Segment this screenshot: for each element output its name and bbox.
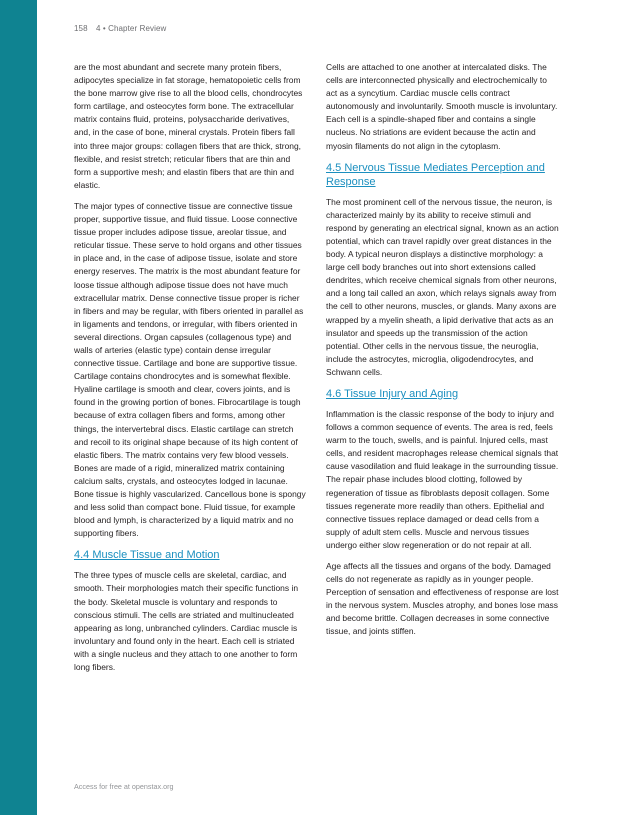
section-heading-4-6[interactable]: 4.6 Tissue Injury and Aging [326, 387, 459, 400]
paragraph-neuron: The most prominent cell of the nervous tissue, the neuron, is characterized mainly by its ability to receive stimuli and respond by generating an electrical signal, known as an action potential, which can travel rapidly over great distances in the body. A typical neuron displays a distinctive morphology: a large cell body branches out into short extensions called dendrites, which receive chemical signals from other neurons, and a long tail called an axon, which relays signals away from the cell to other neurons, muscles, or glands. Many axons are wrapped by a myelin sheath, a lipid derivative that acts as an insulator and speeds up the transmission of the action potential. Other cells in the nervous tissue, the neuroglia, include the astrocytes, microglia, oligodendrocytes, and Schwann cells. [326, 196, 559, 377]
paragraph-inflammation: Inflammation is the classic response of the body to injury and follows a common sequence of events. The area is red, feels warm to the touch, swells, and is painful. Injured cells, mast cells, and resident macrophages release chemical signals that cause vasodilation and fluid leakage in the surrounding tissue. The repair phase includes blood clotting, followed by regeneration of tissue as fibroblasts deposit collagen. Some tissues regenerate more readily than others. Epithelial and connective tissues replace damaged or dead cells from a supply of adult stem cells. Muscle and nervous tissues undergo either slow regeneration or do not repair at all. [326, 408, 559, 550]
footer-access-note: Access for free at openstax.org [74, 782, 174, 791]
paragraph-cardiac-smooth: Cells are attached to one another at intercalated disks. The cells are interconnected physically and electrochemically to act as a syncytium. Cardiac muscle cells contract autonomously and involuntarily. Smooth muscle is involuntary. Each cell is a spindle-shaped fiber and contains a single nucleus. No striations are evident because the actin and myosin filaments do not align in the cytoplasm. [326, 62, 558, 151]
paragraph-connective-cells: are the most abundant and secrete many protein fibers, adipocytes specialize in fat storage, hematopoietic cells from the bone marrow give rise to all the blood cells, chondrocytes form cartilage, and osteocytes form bone. The extracellular matrix contains fluid, proteins, polysaccharide derivatives, and, in the case of bone, mineral crystals. Protein fibers fall into three major groups: collagen fibers that are thick, strong, flexible, and resist stretch; reticular fibers that are thin and form a supportive mesh; and elastin fibers that are thin and elastic. [74, 62, 303, 190]
running-header [74, 24, 166, 33]
paragraph-connective-types: The major types of connective tissue are connective tissue proper, supportive tissue, and fluid tissue. Loose connective tissue proper includes adipose tissue, areolar tissue, and reticular tissue. These serve to hold organs and other tissues in place and, in the case of adipose tissue, isolate and store energy reserves. The matrix is the most abundant feature for loose tissue although adipose tissue does not have much extracellular matrix. Dense connective tissue proper is richer in fibers and may be regular, with fibers oriented in parallel as in ligaments and tendons, or irregular, with fibers oriented in several directions. Organ capsules (collagenous type) and walls of arteries (elastic type) contain dense irregular connective tissue. Cartilage and bone are supportive tissue. Cartilage contains chondrocytes and is somewhat flexible. Hyaline cartilage is smooth and clear, covers joints, and is found in the growing portion of bones. Fibrocartilage is tough because of extra collagen fibers and forms, among other things, the intervertebral discs. Elastic cartilage can stretch and recoil to its original shape because of its high content of elastic fibers. The matrix contains very few blood vessels. Bones are made of a rigid, mineralized matrix containing calcium salts, crystals, and osteocytes lodged in lacunae. Bone tissue is highly vascularized. Cancellous bone is spongy and less solid than compact bone. Fluid tissue, for example blood and lymph, is characterized by a liquid matrix and no supporting fibers. [74, 200, 306, 539]
chapter-label: 4 • Chapter Review [95, 24, 167, 33]
section-heading-4-4[interactable]: 4.4 Muscle Tissue and Motion [74, 549, 220, 562]
left-column [74, 61, 306, 682]
page-sidebar-band [0, 0, 37, 815]
page-number: 158 [74, 24, 88, 33]
section-heading-4-5[interactable]: 4.5 Nervous Tissue Mediates Perception and Response [326, 161, 545, 188]
right-column [326, 61, 559, 647]
paragraph-aging: Age affects all the tissues and organs of the body. Damaged cells do not regenerate as rapidly as in younger people. Perception of sensation and effectiveness of response are lost in the nervous system. Muscles atrophy, and bones lose mass and become brittle. Collagen decreases in some connective tissue, and joints stiffen. [326, 561, 559, 637]
paragraph-muscle-types: The three types of muscle cells are skeletal, cardiac, and smooth. Their morphologies match their specific functions in the body. Skeletal muscle is voluntary and responds to conscious stimuli. The cells are striated and multinucleated appearing as long, unbranched cylinders. Cardiac muscle is involuntary and found only in the heart. Each cell is striated with a single nucleus and they attach to one another to form long fibers. [74, 570, 299, 673]
